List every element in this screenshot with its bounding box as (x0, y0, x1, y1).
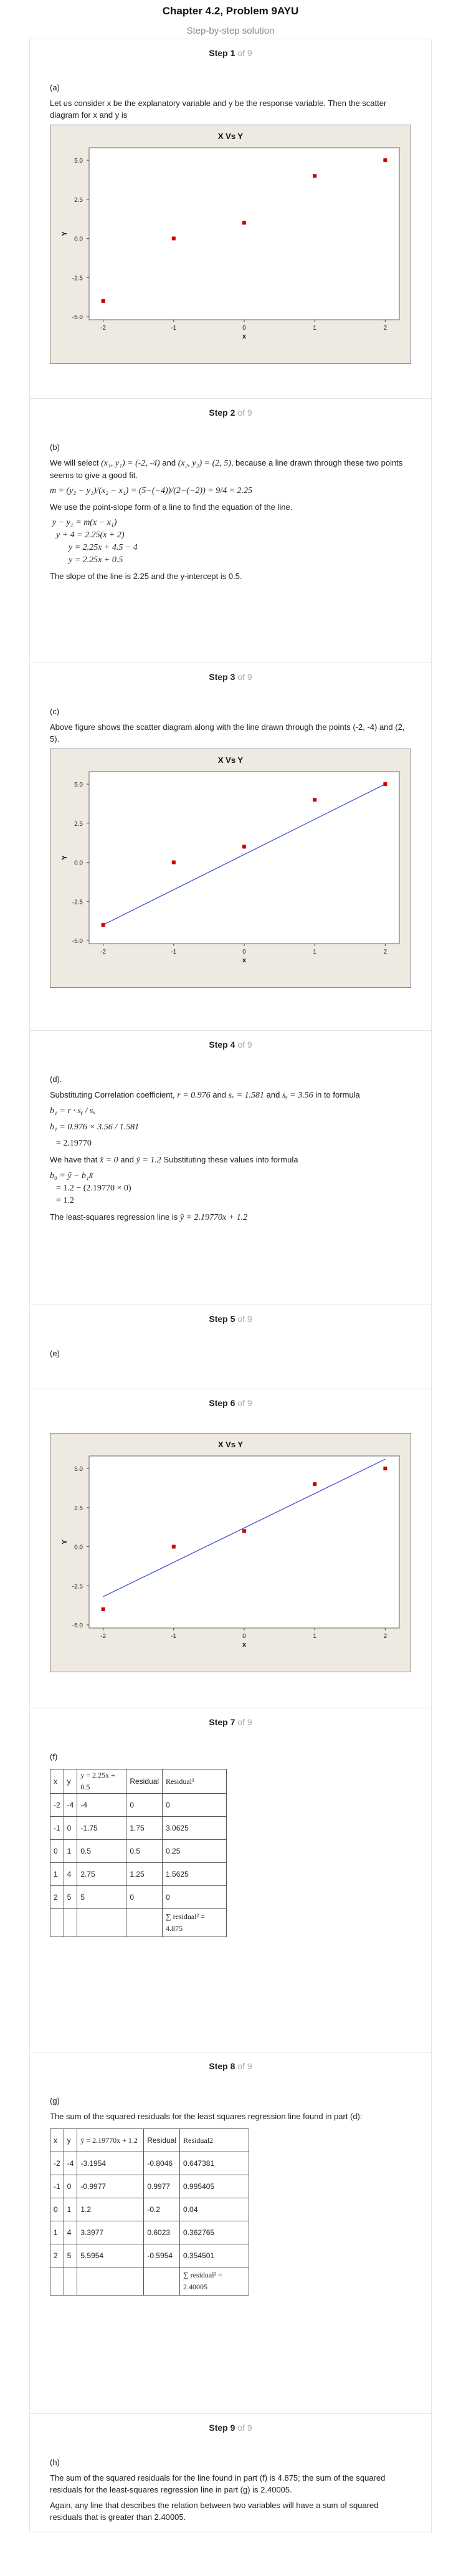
x-tick-label: 2 (383, 1633, 387, 1640)
table-row (50, 1886, 227, 1909)
step-text (50, 1211, 412, 1223)
x-tick-label: -2 (100, 949, 107, 955)
x-tick-label: 0 (242, 949, 246, 955)
step-8 (29, 2052, 432, 2413)
table-cell: 1 (50, 1863, 64, 1886)
table-cell: 5.5954 (77, 2244, 144, 2267)
data-point (383, 1467, 387, 1470)
table-row (50, 2244, 249, 2267)
x-axis-label: x (242, 957, 247, 964)
x-axis-label: x (242, 333, 247, 340)
step-6 (29, 1389, 432, 1708)
x-tick-label: -2 (100, 325, 107, 332)
step-count: of 9 (237, 2423, 252, 2433)
scatter-chart-with-line (50, 749, 411, 987)
table-cell: 0.995405 (180, 2175, 249, 2198)
step-5 (29, 1305, 432, 1389)
data-point (102, 1607, 105, 1611)
step-title (30, 1031, 431, 1052)
y-tick-label: 5.0 (74, 1466, 83, 1473)
table-cell: -3.1954 (77, 2152, 144, 2175)
table-cell: 0 (64, 2175, 77, 2198)
table-cell (77, 2267, 144, 2296)
step-text (50, 1089, 412, 1101)
step-label: Step 9 (209, 2423, 235, 2433)
x-tick-label: 1 (313, 1633, 316, 1640)
data-point (313, 1482, 316, 1486)
plot-area (89, 772, 399, 944)
step-title (30, 1708, 431, 1730)
table-cell: 1 (64, 1840, 77, 1863)
chart-title: X Vs Y (217, 1440, 244, 1449)
formula-b1: b₁ = r · sᵧ / sₓ (50, 1106, 96, 1116)
table-header-cell: x (50, 1769, 64, 1794)
step-title (30, 39, 431, 60)
step-text: The sum of the squared residuals for the line found in part (f) is 4.875; the sum of the squared residuals for the least-squares regression line in part (g) is 2.40005. (50, 2473, 386, 2494)
table-row (50, 1840, 227, 1863)
step-1 (29, 39, 432, 398)
step-count: of 9 (237, 1314, 252, 1324)
data-point (172, 1545, 176, 1549)
y-tick-label: -5.0 (72, 1622, 83, 1629)
equation-line: y = 2.25x + 4.5 − 4 (69, 543, 138, 552)
table-cell: -1 (50, 2175, 64, 2198)
math-sy: sᵧ = 3.56 (282, 1091, 313, 1100)
text-fragment: , because a line drawn through these two points seems to give a good fit. (50, 458, 403, 480)
y-tick-label: 5.0 (74, 158, 83, 165)
y-axis-label: Y (61, 855, 69, 860)
x-tick-label: 2 (383, 949, 387, 955)
table-cell: -2 (50, 1794, 64, 1817)
table-header-cell: Residual2 (180, 2129, 249, 2152)
y-tick-label: -2.5 (72, 275, 83, 282)
residuals-table-f (50, 1769, 227, 1937)
step-count: of 9 (237, 48, 252, 58)
formula-b1-result: = 2.19770 (56, 1139, 92, 1148)
step-label: Step 2 (209, 408, 235, 418)
math-xbar: x̄ = 0 (100, 1156, 118, 1165)
table-row (50, 2152, 249, 2175)
table-cell: 0.5 (77, 1840, 126, 1863)
table-cell: 0 (50, 2198, 64, 2221)
table-cell: 0 (163, 1886, 227, 1909)
plot-area (89, 1456, 399, 1628)
math-point-2: (x₂, y₂) = (2, 5) (178, 459, 231, 468)
data-point (172, 861, 176, 864)
part-label: (e) (50, 1349, 60, 1358)
y-tick-label: 5.0 (74, 782, 83, 789)
text-fragment: and (266, 1090, 280, 1099)
x-tick-label: -1 (171, 949, 177, 955)
table-cell: -1.75 (77, 1817, 126, 1840)
step-label: Step 3 (209, 672, 235, 682)
y-tick-label: 0.0 (74, 859, 83, 867)
table-row (50, 2175, 249, 2198)
table-cell (64, 1909, 77, 1937)
table-cell: 2 (50, 2244, 64, 2267)
text-fragment: and (120, 1155, 134, 1164)
table-sum-row (50, 2267, 249, 2296)
table-cell: 0.9977 (144, 2175, 180, 2198)
part-label: (d). (50, 1075, 62, 1084)
step-3 (29, 663, 432, 1030)
step-title (30, 399, 431, 420)
table-cell: -0.8046 (144, 2152, 180, 2175)
part-label: (g) (50, 2096, 60, 2105)
y-axis-label: Y (61, 231, 69, 236)
table-cell: 1.25 (126, 1863, 163, 1886)
table-cell: -4 (64, 1794, 77, 1817)
sum-residual-squared: ∑ residual² = 2.40005 (180, 2267, 249, 2296)
step-7 (29, 1708, 432, 2052)
table-cell: 0 (64, 1817, 77, 1840)
table-header-row (50, 1769, 227, 1794)
table-cell: 0 (50, 1840, 64, 1863)
data-point (172, 237, 176, 241)
table-cell: 1 (64, 2198, 77, 2221)
x-tick-label: 2 (383, 325, 387, 332)
table-cell: 0 (126, 1794, 163, 1817)
table-cell: 0.354501 (180, 2244, 249, 2267)
data-point (242, 1529, 246, 1533)
y-tick-label: 2.5 (74, 196, 83, 204)
table-cell (50, 2267, 64, 2296)
step-label: Step 1 (209, 48, 235, 58)
step-text (50, 1154, 412, 1166)
y-tick-label: -5.0 (72, 314, 83, 321)
regression-line: ŷ = 2.19770x + 1.2 (179, 1213, 248, 1222)
table-cell: 0.647381 (180, 2152, 249, 2175)
table-cell: 1.75 (126, 1817, 163, 1840)
text-fragment: We will select (50, 458, 99, 467)
text-fragment: The least-squares regression line is (50, 1212, 178, 1222)
step-title (30, 663, 431, 684)
x-tick-label: -1 (171, 325, 177, 332)
equation-line: y − y₁ = m(x − x₁) (52, 518, 117, 527)
page-header (0, 0, 461, 39)
data-point (383, 782, 387, 786)
y-tick-label: 0.0 (74, 236, 83, 243)
table-cell: 4 (64, 2221, 77, 2244)
step-count: of 9 (237, 1717, 252, 1727)
x-tick-label: 1 (313, 325, 316, 332)
table-row (50, 1817, 227, 1840)
data-point (383, 158, 387, 162)
table-cell: 4 (64, 1863, 77, 1886)
table-header-cell: y (64, 2129, 77, 2152)
chart-title: X Vs Y (217, 755, 244, 765)
text-fragment: and (212, 1090, 227, 1099)
residuals-table-g (50, 2128, 249, 2296)
table-row (50, 2198, 249, 2221)
part-label: (b) (50, 443, 60, 452)
step-label: Step 4 (209, 1040, 235, 1050)
table-cell: -0.9977 (77, 2175, 144, 2198)
text-fragment: We have that (50, 1155, 98, 1164)
chart-frame (50, 125, 411, 364)
scatter-chart (50, 125, 411, 363)
table-cell (126, 1909, 163, 1937)
table-cell: -2 (50, 2152, 64, 2175)
table-cell: 3.3977 (77, 2221, 144, 2244)
formula-b0-result: = 1.2 (56, 1196, 74, 1205)
table-cell (77, 1909, 126, 1937)
x-tick-label: 1 (313, 949, 316, 955)
table-header-cell: x (50, 2129, 64, 2152)
y-axis-label: Y (61, 1539, 69, 1544)
table-cell (64, 2267, 77, 2296)
table-cell: 1 (50, 2221, 64, 2244)
table-header-cell: ŷ = 2.19770x + 1.2 (77, 2129, 144, 2152)
math-sx: sₓ = 1.581 (228, 1091, 265, 1100)
formula-b0-values: = 1.2 − (2.19770 × 0) (56, 1184, 131, 1193)
part-label: (h) (50, 2458, 60, 2467)
y-tick-label: 2.5 (74, 820, 83, 828)
step-text: Above figure shows the scatter diagram along with the line drawn through the points (-2, -4) and (2, 5). (50, 722, 405, 744)
table-cell: -4 (77, 1794, 126, 1817)
data-point (102, 923, 105, 927)
table-header-cell: y = 2.25x + 0.5 (77, 1769, 126, 1794)
step-text: Let us consider x be the explanatory variable and y be the response variable. Then the scatter diagram for x and y is (50, 98, 387, 120)
step-count: of 9 (237, 672, 252, 682)
table-cell (144, 2267, 180, 2296)
step-count: of 9 (237, 2061, 252, 2071)
step-text (50, 457, 412, 481)
table-row (50, 1794, 227, 1817)
data-point (102, 299, 105, 303)
step-title (30, 2052, 431, 2074)
y-tick-label: 2.5 (74, 1505, 83, 1512)
table-cell: 1.5625 (163, 1863, 227, 1886)
step-label: Step 7 (209, 1717, 235, 1727)
step-count: of 9 (237, 1040, 252, 1050)
table-row (50, 2221, 249, 2244)
x-axis-label: x (242, 1641, 247, 1649)
part-label: (c) (50, 707, 60, 716)
formula-b1-values: b₁ = 0.976 × 3.56 / 1.581 (50, 1123, 140, 1132)
y-tick-label: -2.5 (72, 899, 83, 906)
table-sum-row (50, 1909, 227, 1937)
table-header-cell: y (64, 1769, 77, 1794)
y-tick-label: 0.0 (74, 1544, 83, 1551)
table-cell: 0.6023 (144, 2221, 180, 2244)
table-cell: -0.2 (144, 2198, 180, 2221)
sum-residual-squared: ∑ residual² = 4.875 (163, 1909, 227, 1937)
y-tick-label: -2.5 (72, 1583, 83, 1591)
plot-area (89, 148, 399, 320)
step-label: Step 8 (209, 2061, 235, 2071)
math-ybar: ȳ = 1.2 (136, 1156, 161, 1165)
step-4 (29, 1030, 432, 1305)
step-9 (29, 2413, 432, 2532)
table-cell: 0 (163, 1794, 227, 1817)
chart-frame (50, 749, 411, 988)
y-tick-label: -5.0 (72, 937, 83, 945)
table-header-cell: Residual (126, 1769, 163, 1794)
table-cell: 2 (50, 1886, 64, 1909)
slope-equation: m = (y₂ − y₁)/(x₂ − x₁) = (5−(−4))/(2−(−2)) = 9/4 = 2.25 (50, 486, 253, 496)
x-tick-label: -1 (171, 1633, 177, 1640)
table-cell: 0.5 (126, 1840, 163, 1863)
step-text: The sum of the squared residuals for the least squares regression line found in part (d): (50, 2112, 363, 2121)
formula-b0: b₀ = ȳ − b₁x̄ (50, 1171, 93, 1180)
page-subtitle: Step-by-step solution (186, 26, 275, 36)
table-cell: 2.75 (77, 1863, 126, 1886)
table-cell: 0.04 (180, 2198, 249, 2221)
table-header-row (50, 2129, 249, 2152)
table-cell: -0.5954 (144, 2244, 180, 2267)
x-tick-label: 0 (242, 1633, 246, 1640)
step-2 (29, 398, 432, 663)
text-fragment: and (162, 458, 176, 467)
part-label: (f) (50, 1752, 58, 1761)
chart-frame (50, 1433, 411, 1672)
step-label: Step 5 (209, 1314, 235, 1324)
step-title (30, 1389, 431, 1410)
step-label: Step 6 (209, 1398, 235, 1408)
table-row (50, 1863, 227, 1886)
data-point (242, 845, 246, 848)
table-cell: 0 (126, 1886, 163, 1909)
step-text: We use the point-slope form of a line to find the equation of the line. (50, 502, 293, 512)
table-cell: -4 (64, 2152, 77, 2175)
table-header-cell: Residual² (163, 1769, 227, 1794)
step-count: of 9 (237, 1398, 252, 1408)
table-cell: 5 (64, 2244, 77, 2267)
math-point-1: (x₁, y₁) = (-2, -4) (101, 459, 160, 468)
x-tick-label: -2 (100, 1633, 107, 1640)
text-fragment: Substituting these values into formula (163, 1155, 298, 1164)
x-tick-label: 0 (242, 325, 246, 332)
page-title: Chapter 4.2, Problem 9AYU (162, 5, 299, 17)
step-text: The slope of the line is 2.25 and the y-intercept is 0.5. (50, 572, 242, 581)
chart-title: X Vs Y (217, 132, 244, 141)
table-header-cell: Residual (144, 2129, 180, 2152)
step-title (30, 2414, 431, 2435)
table-cell: 5 (77, 1886, 126, 1909)
table-cell: 0.25 (163, 1840, 227, 1863)
equation-line: y = 2.25x + 0.5 (69, 555, 123, 565)
math-r: r = 0.976 (177, 1091, 211, 1100)
step-count: of 9 (237, 408, 252, 418)
scatter-chart-regression (50, 1434, 411, 1672)
text-fragment: Substituting Correlation coefficient, (50, 1090, 175, 1099)
data-point (242, 221, 246, 224)
step-text: Again, any line that describes the relation between two variables will have a sum of squared residuals that is greater than 2.40005. (50, 2501, 379, 2522)
table-cell (50, 1909, 64, 1937)
equation-line: y + 4 = 2.25(x + 2) (56, 530, 125, 540)
part-label: (a) (50, 83, 60, 92)
data-point (313, 174, 316, 178)
step-title (30, 1305, 431, 1326)
table-cell: 0.362765 (180, 2221, 249, 2244)
table-cell: 5 (64, 1886, 77, 1909)
data-point (313, 798, 316, 802)
table-cell: 3.0625 (163, 1817, 227, 1840)
text-fragment: in to formula (315, 1090, 360, 1099)
table-cell: 1.2 (77, 2198, 144, 2221)
table-cell: -1 (50, 1817, 64, 1840)
